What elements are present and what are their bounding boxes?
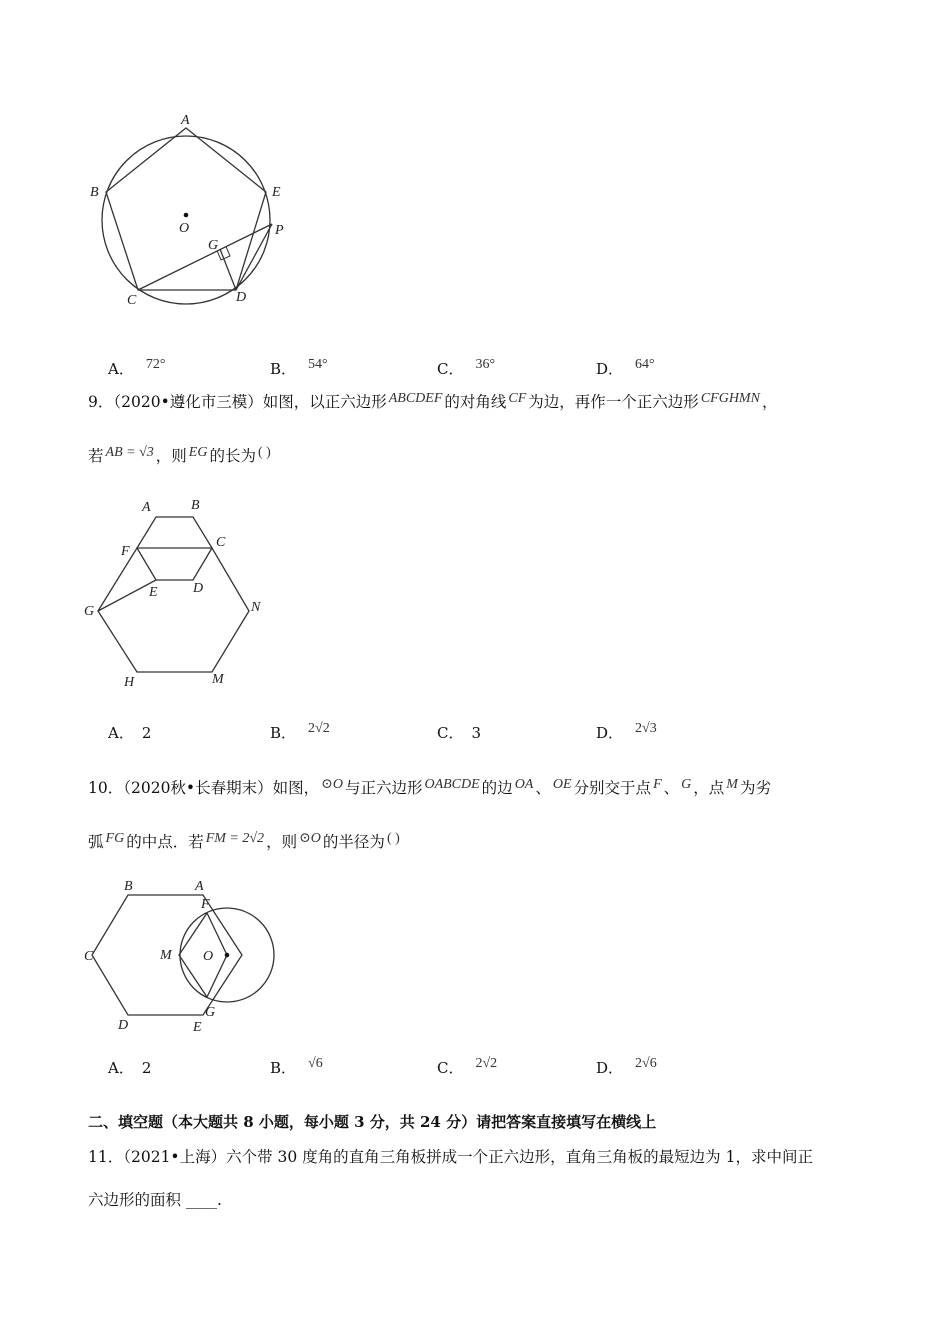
q9-text-3: 为边，再作一个正六边形 [528,393,699,411]
q8-option-a-value: 72° [145,357,166,372]
q9-label-A: A [142,500,151,515]
q8-option-c-letter: C． [437,360,464,378]
q9-option-d-value: 2√3 [635,721,657,736]
q9-label-E: E [149,585,158,600]
q8-label-G: G [208,238,219,253]
q10-math-circle-o: ⊙O [321,777,343,792]
q8-circumcircle [102,136,270,304]
q10-text-8: 为劣 [739,779,771,797]
q10-label-F: F [201,897,210,912]
q8-segment-dp [236,224,272,290]
q9-text-2: 的对角线 [444,393,507,411]
q10-line-2 [88,832,402,854]
q8-option-c-value: 36° [475,357,496,372]
q9-option-b-value: 2√2 [308,721,330,736]
q10-option-b-value: √6 [308,1056,323,1071]
q9-option-d[interactable] [596,722,657,743]
q10-option-a-value: 2 [141,1059,152,1077]
q10-option-c-letter: C． [437,1059,464,1077]
q8-center-dot [184,213,189,218]
q9-answer-paren: ( ) [257,445,271,460]
q10-text-2: 与正六边形 [344,779,423,797]
q9-math-eg: EG [188,445,208,460]
q11-end: . [216,1191,222,1209]
q9-option-b[interactable] [270,722,330,743]
q9-text-7: 的长为 [209,447,256,465]
q10-label-A: A [195,879,204,894]
q10-text-3: 的边 [481,779,513,797]
q10-source: （2020秋•长春期末） [123,779,273,797]
q9-label-H: H [124,675,135,690]
q9-math-ab: AB = √3 [105,445,154,460]
q9-number: 9． [88,393,114,411]
q10-option-a[interactable] [108,1057,151,1078]
q10-math-f: F [653,777,662,792]
q10-text-4: 、 [535,779,551,797]
q9-label-M: M [212,672,224,687]
q10-option-d-value: 2√6 [635,1056,657,1071]
q9-figure [80,490,280,695]
q11-line-2 [88,1190,222,1210]
q10-answer-paren: ( ) [386,831,400,846]
q9-label-G: G [84,604,95,619]
q10-label-B: B [124,879,133,894]
section-2-heading: 二、填空题（本大题共 8 小题，每小题 3 分，共 24 分）请把答案直接填写在横线上 [88,1113,657,1131]
q8-option-d-value: 64° [635,357,655,372]
q9-label-N: N [251,600,261,615]
q8-option-b-letter: B． [270,360,297,378]
q9-option-c-value: 3 [471,724,482,742]
q9-math-abcdef: ABCDEF [388,391,443,406]
q8-label-A: A [181,113,190,128]
q10-math-oabcde: OABCDE [424,777,480,792]
q8-option-b-value: 54° [308,357,328,372]
q10-text-10: 的中点．若 [126,833,204,851]
q8-option-c[interactable] [437,358,495,379]
q9-segment-eg [98,580,156,611]
q10-text-6: 、 [663,779,680,797]
q11-line-1 [88,1147,813,1167]
q8-option-a-letter: A． [108,360,134,378]
q10-math-fg: FG [105,831,125,846]
q10-label-C: C [84,949,94,964]
q10-text-5: 分别交于点 [573,779,652,797]
q10-option-c-value: 2√2 [475,1056,498,1071]
q10-math-g: G [681,777,692,792]
q9-option-b-letter: B． [270,724,297,742]
q11-number: 11． [88,1148,124,1166]
q9-label-B: B [191,498,200,513]
q10-option-c[interactable] [437,1057,497,1078]
q9-text-6: ，则 [155,447,187,465]
q10-text-12: 的半径为 [322,833,385,851]
q10-option-b-letter: B． [270,1059,297,1077]
q10-line-1 [88,778,771,800]
q8-segment-dg [220,249,236,290]
q11-source: （2021•上海） [123,1148,227,1166]
q10-math-m: M [726,777,738,792]
q9-option-a[interactable] [108,722,151,743]
q10-text-11: ，则 [266,833,298,851]
q8-label-C: C [127,293,137,308]
q10-text-7: ，点 [693,779,725,797]
q8-option-b[interactable] [270,358,328,379]
q8-option-d[interactable] [596,358,655,379]
q10-label-O: O [203,949,214,964]
q9-label-F: F [121,544,130,559]
q8-label-B: B [90,185,99,200]
q9-text-1: 如图，以正六边形 [262,393,387,411]
q9-text-5: 若 [88,447,104,465]
q10-text-9: 弧 [88,833,104,851]
q9-option-c-letter: C． [437,724,464,742]
q10-option-a-letter: A． [108,1059,134,1077]
q9-label-C: C [216,535,226,550]
q9-text-4: ， [761,393,778,411]
q10-math-oa: OA [514,777,534,792]
q9-label-D: D [193,581,204,596]
q10-option-b[interactable] [270,1057,323,1078]
q8-label-E: E [272,185,281,200]
q9-option-d-letter: D． [596,724,624,742]
q11-text-2: 六边形的面积 [88,1191,186,1209]
q9-math-cfghmn: CFGHMN [700,391,760,406]
q11-answer-blank[interactable]: ____ [185,1191,217,1209]
q11-text-1: 六个带 30 度角的直角三角板拼成一个正六边形，直角三角板的最短边为 1，求中间正 [226,1148,813,1166]
q10-math-circle-o-2: ⊙O [299,831,321,846]
q8-option-d-letter: D． [596,360,624,378]
q10-figure [80,876,290,1041]
q8-figure [80,110,300,315]
q9-line-2 [88,446,273,468]
q10-center-dot [225,953,230,958]
q8-label-O: O [179,221,190,236]
q9-line-1 [88,392,777,414]
q9-source: （2020•遵化市三模） [113,393,263,411]
q10-label-E: E [193,1020,202,1035]
q8-label-D: D [236,290,247,305]
q10-label-D: D [118,1018,129,1033]
q9-option-a-letter: A． [108,724,134,742]
q9-math-cf: CF [508,391,527,406]
q10-math-oe: OE [552,777,572,792]
q9-option-c[interactable] [437,722,481,743]
q9-large-hexagon [98,548,249,672]
q8-label-P: P [275,223,284,238]
q10-option-d-letter: D． [596,1059,624,1077]
q10-label-G: G [205,1005,216,1020]
q8-option-a[interactable] [108,358,165,379]
q10-label-M: M [160,948,172,963]
q10-option-d[interactable] [596,1057,657,1078]
q9-option-a-value: 2 [141,724,152,742]
q8-segment-pg [138,224,272,290]
q10-text-1: 如图， [272,779,320,797]
q10-math-fm: FM = 2√2 [205,831,265,846]
q10-number: 10． [88,779,124,797]
